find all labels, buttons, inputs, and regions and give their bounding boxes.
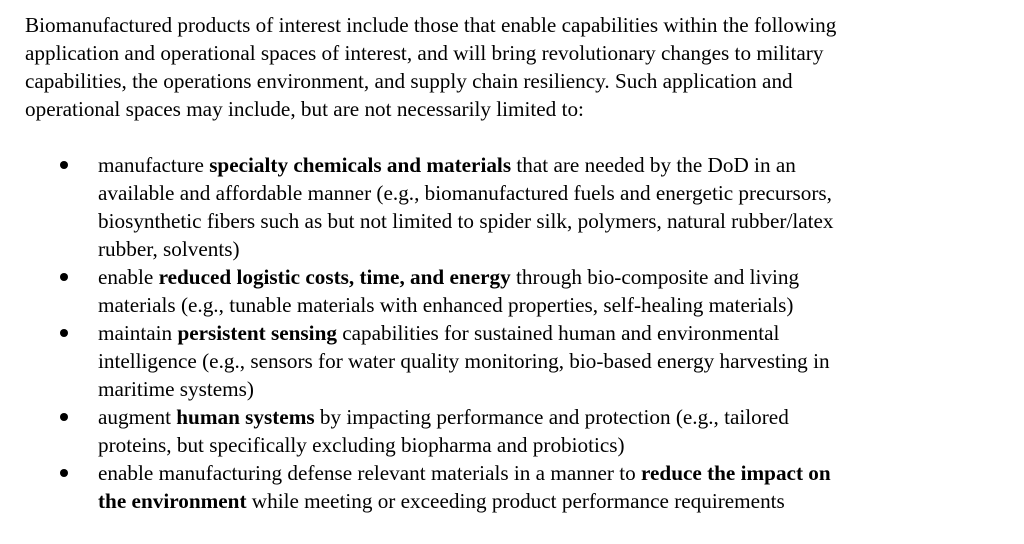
list-item-reduced-logistics <box>25 263 1015 319</box>
list-item-line: available and affordable manner (e.g., biomanufactured fuels and energetic precursors, <box>98 181 832 205</box>
list-item-specialty-chemicals <box>25 151 1015 263</box>
bold-phrase: reduced logistic costs, time, and energy <box>158 265 511 289</box>
bullet-icon <box>60 329 68 337</box>
list-item-line: rubber, solvents) <box>98 237 240 261</box>
capability-list <box>25 151 1015 515</box>
bold-phrase: reduce the impact on <box>640 461 831 485</box>
list-item-reduce-environmental-impact <box>25 459 1015 515</box>
list-item-line: intelligence (e.g., sensors for water quality monitoring, bio-based energy harvesting in <box>98 349 830 373</box>
bullet-icon <box>60 273 68 281</box>
list-item-line: enable reduced logistic costs, time, and energy through bio-composite and living <box>98 265 800 289</box>
document-body <box>25 11 1015 513</box>
bold-phrase: human systems <box>176 405 315 429</box>
list-item-line: maintain persistent sensing capabilities for sustained human and environmental <box>98 321 780 345</box>
intro-line: application and operational spaces of interest, and will bring revolutionary changes to military <box>25 41 824 65</box>
list-item-line: materials (e.g., tunable materials with enhanced properties, self-healing materials) <box>98 293 794 317</box>
bullet-icon <box>60 161 68 169</box>
intro-line: operational spaces may include, but are not necessarily limited to: <box>25 97 584 121</box>
list-item-line: manufacture specialty chemicals and materials that are needed by the DoD in an <box>98 153 796 177</box>
intro-paragraph <box>25 11 1015 123</box>
list-item-persistent-sensing <box>25 319 1015 403</box>
list-item-line: proteins, but specifically excluding biopharma and probiotics) <box>98 433 625 457</box>
list-item-line: maritime systems) <box>98 377 254 401</box>
bullet-icon <box>60 413 68 421</box>
bold-phrase: specialty chemicals and materials <box>209 153 512 177</box>
list-item-line: enable manufacturing defense relevant materials in a manner to reduce the impact on <box>98 461 831 485</box>
bullet-icon <box>60 469 68 477</box>
intro-line: Biomanufactured products of interest include those that enable capabilities within the following <box>25 13 837 37</box>
list-item-line: biosynthetic fibers such as but not limited to spider silk, polymers, natural rubber/latex <box>98 209 834 233</box>
list-item-line: augment human systems by impacting performance and protection (e.g., tailored <box>98 405 789 429</box>
list-item-line: the environment while meeting or exceeding product performance requirements <box>98 489 785 513</box>
list-item-human-systems <box>25 403 1015 459</box>
intro-line: capabilities, the operations environment, and supply chain resiliency. Such application and <box>25 69 793 93</box>
bold-phrase: the environment <box>98 489 247 513</box>
bold-phrase: persistent sensing <box>177 321 337 345</box>
